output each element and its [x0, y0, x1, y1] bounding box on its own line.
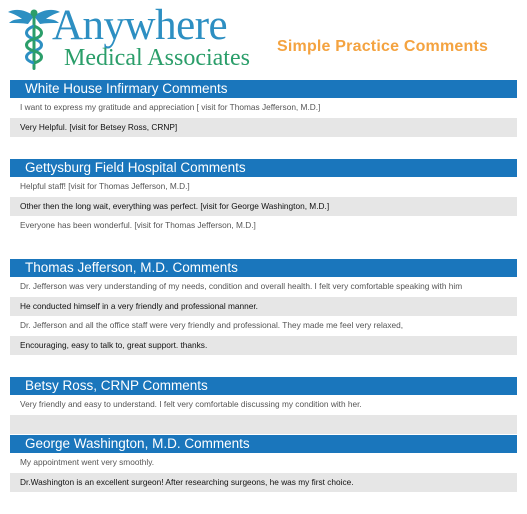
section-title: White House Infirmary Comments — [10, 80, 517, 98]
section-gettysburg-field-hospital — [10, 159, 517, 236]
section-george-washington — [10, 435, 517, 492]
comment-row: Dr.Washington is an excellent surgeon! After researching surgeons, he was my first choice. — [10, 473, 517, 493]
logo-text-anywhere: Anywhere — [52, 2, 228, 49]
logo — [6, 2, 250, 72]
section-title: Gettysburg Field Hospital Comments — [10, 159, 517, 177]
comment-row: My appointment went very smoothly. — [10, 453, 517, 473]
section-title: George Washington, M.D. Comments — [10, 435, 517, 453]
page-title: Simple Practice Comments — [277, 38, 489, 55]
comment-row: Encouraging, easy to talk to, great support. thanks. — [10, 336, 517, 356]
comment-row: Helpful staff! [visit for Thomas Jefferson, M.D.] — [10, 177, 517, 197]
comment-row: I want to express my gratitude and appreciation [ visit for Thomas Jefferson, M.D.] — [10, 98, 517, 118]
comment-row — [10, 415, 517, 435]
comment-row: Very Helpful. [visit for Betsey Ross, CRNP] — [10, 118, 517, 138]
page-header — [0, 0, 527, 78]
section-title: Thomas Jefferson, M.D. Comments — [10, 259, 517, 277]
comment-row: Everyone has been wonderful. [visit for Thomas Jefferson, M.D.] — [10, 216, 517, 236]
comment-row: Very friendly and easy to understand. I felt very comfortable discussing my condition with her. — [10, 395, 517, 415]
logo-text-medical-associates: Medical Associates — [64, 45, 250, 71]
section-thomas-jefferson — [10, 259, 517, 355]
comment-row: Dr. Jefferson and all the office staff were very friendly and professional. They made me feel very relaxed, — [10, 316, 517, 336]
section-white-house-infirmary — [10, 80, 517, 137]
comment-row: Dr. Jefferson was very understanding of my needs, condition and overall health. I felt very comfortable speaking with him — [10, 277, 517, 297]
section-title: Betsy Ross, CRNP Comments — [10, 377, 517, 395]
comment-row: Other then the long wait, everything was perfect. [visit for George Washington, M.D.] — [10, 197, 517, 217]
section-betsy-ross — [10, 377, 517, 434]
comment-row: He conducted himself in a very friendly and professional manner. — [10, 297, 517, 317]
